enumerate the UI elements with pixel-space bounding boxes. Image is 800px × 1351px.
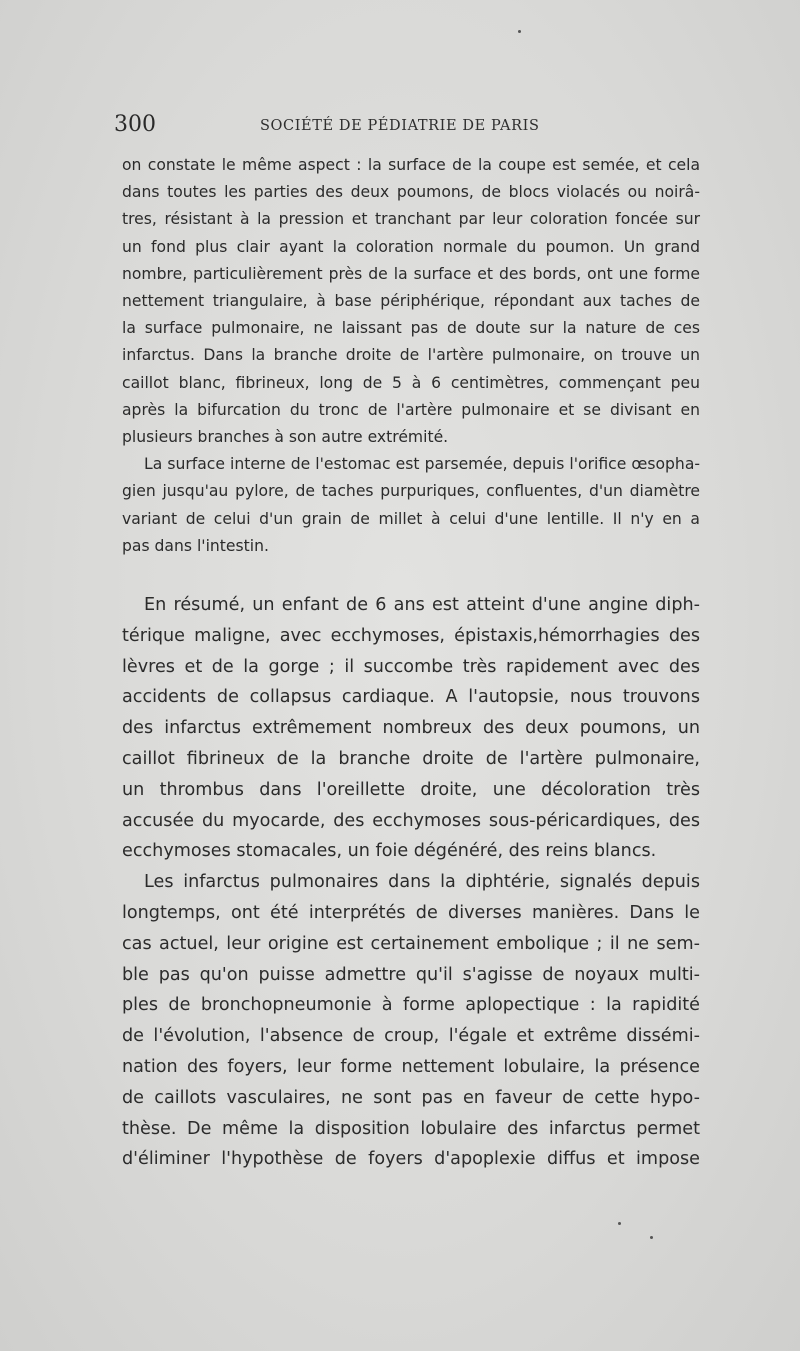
text-line: longtemps, ont été interprétés de diverses manières. Dans le <box>122 902 700 923</box>
text-line: La surface interne de l'estomac est parsemée, depuis l'orifice œsopha- <box>144 455 700 474</box>
ink-speck <box>650 1236 653 1239</box>
text-line: nombre, particulièrement près de la surface et des bords, ont une forme <box>122 264 700 283</box>
text-line: variant de celui d'un grain de millet à celui d'une lentille. Il n'y en a <box>122 509 700 528</box>
text-line: En résumé, un enfant de 6 ans est atteint d'une angine diph- <box>144 595 700 615</box>
small-text-block <box>122 152 700 560</box>
text-line: de caillots vasculaires, ne sont pas en faveur de cette hypo- <box>122 1087 700 1108</box>
page-number: 300 <box>114 112 156 137</box>
paragraph-autopsy-lungs <box>122 152 700 451</box>
text-line: après la bifurcation du tronc de l'artère pulmonaire et se divisant en <box>122 400 700 419</box>
text-line: lèvres et de la gorge ; il succombe très rapidement avec des <box>122 656 700 677</box>
text-line: caillot blanc, fibrineux, long de 5 à 6 centimètres, commençant peu <box>122 373 700 392</box>
text-line: accidents de collapsus cardiaque. A l'autopsie, nous trouvons <box>122 687 700 708</box>
text-line: un thrombus dans l'oreillette droite, une décoloration très <box>122 779 700 800</box>
text-line: infarctus. Dans la branche droite de l'artère pulmonaire, on trouve un <box>122 346 700 365</box>
text-line: tres, résistant à la pression et tranchant par leur coloration foncée sur <box>122 210 700 229</box>
text-line: accusée du myocarde, des ecchymoses sous-péricardiques, des <box>122 810 700 831</box>
ink-speck <box>518 30 521 33</box>
text-line: plusieurs branches à son autre extrémité. <box>122 428 449 447</box>
text-line: de l'évolution, l'absence de croup, l'égale et extrême dissémi- <box>122 1026 700 1047</box>
running-title: SOCIÉTÉ DE PÉDIATRIE DE PARIS <box>260 118 540 134</box>
text-line: pas dans l'intestin. <box>122 536 269 555</box>
text-line: ples de bronchopneumonie à forme aplopectique : la rapidité <box>122 995 700 1016</box>
text-line: nettement triangulaire, à base périphérique, répondant aux taches de <box>122 292 700 311</box>
text-line: Les infarctus pulmonaires dans la diphtérie, signalés depuis <box>144 872 700 893</box>
text-line: caillot fibrineux de la branche droite de l'artère pulmonaire, <box>122 748 700 769</box>
large-text-block <box>122 590 700 1175</box>
text-line: ble pas qu'on puisse admettre qu'il s'agisse de noyaux multi- <box>122 964 700 985</box>
text-line: gien jusqu'au pylore, de taches purpuriques, confluentes, d'un diamètre <box>122 482 700 501</box>
text-line: des infarctus extrêmement nombreux des deux poumons, un <box>122 718 700 739</box>
paragraph-stomach <box>122 451 700 560</box>
page-header <box>114 112 702 142</box>
text-line: ecchymoses stomacales, un foie dégénéré, des reins blancs. <box>122 841 657 862</box>
text-line: cas actuel, leur origine est certainement embolique ; il ne sem- <box>122 933 700 954</box>
text-line: la surface pulmonaire, ne laissant pas de doute sur la nature de ces <box>122 319 700 338</box>
paragraph-discussion <box>122 867 700 1175</box>
paragraph-summary <box>122 590 700 867</box>
text-line: térique maligne, avec ecchymoses, épistaxis,hémorrhagies des <box>122 625 700 646</box>
text-line: on constate le même aspect : la surface de la coupe est semée, et cela <box>122 156 700 174</box>
text-line: un fond plus clair ayant la coloration normale du poumon. Un grand <box>122 237 700 256</box>
text-line: thèse. De même la disposition lobulaire des infarctus permet <box>122 1118 700 1139</box>
text-line: d'éliminer l'hypothèse de foyers d'apoplexie diffus et impose <box>122 1149 700 1170</box>
text-line: nation des foyers, leur forme nettement lobulaire, la présence <box>122 1056 700 1077</box>
text-line: dans toutes les parties des deux poumons, de blocs violacés ou noirâ- <box>122 183 700 202</box>
ink-speck <box>618 1222 621 1225</box>
